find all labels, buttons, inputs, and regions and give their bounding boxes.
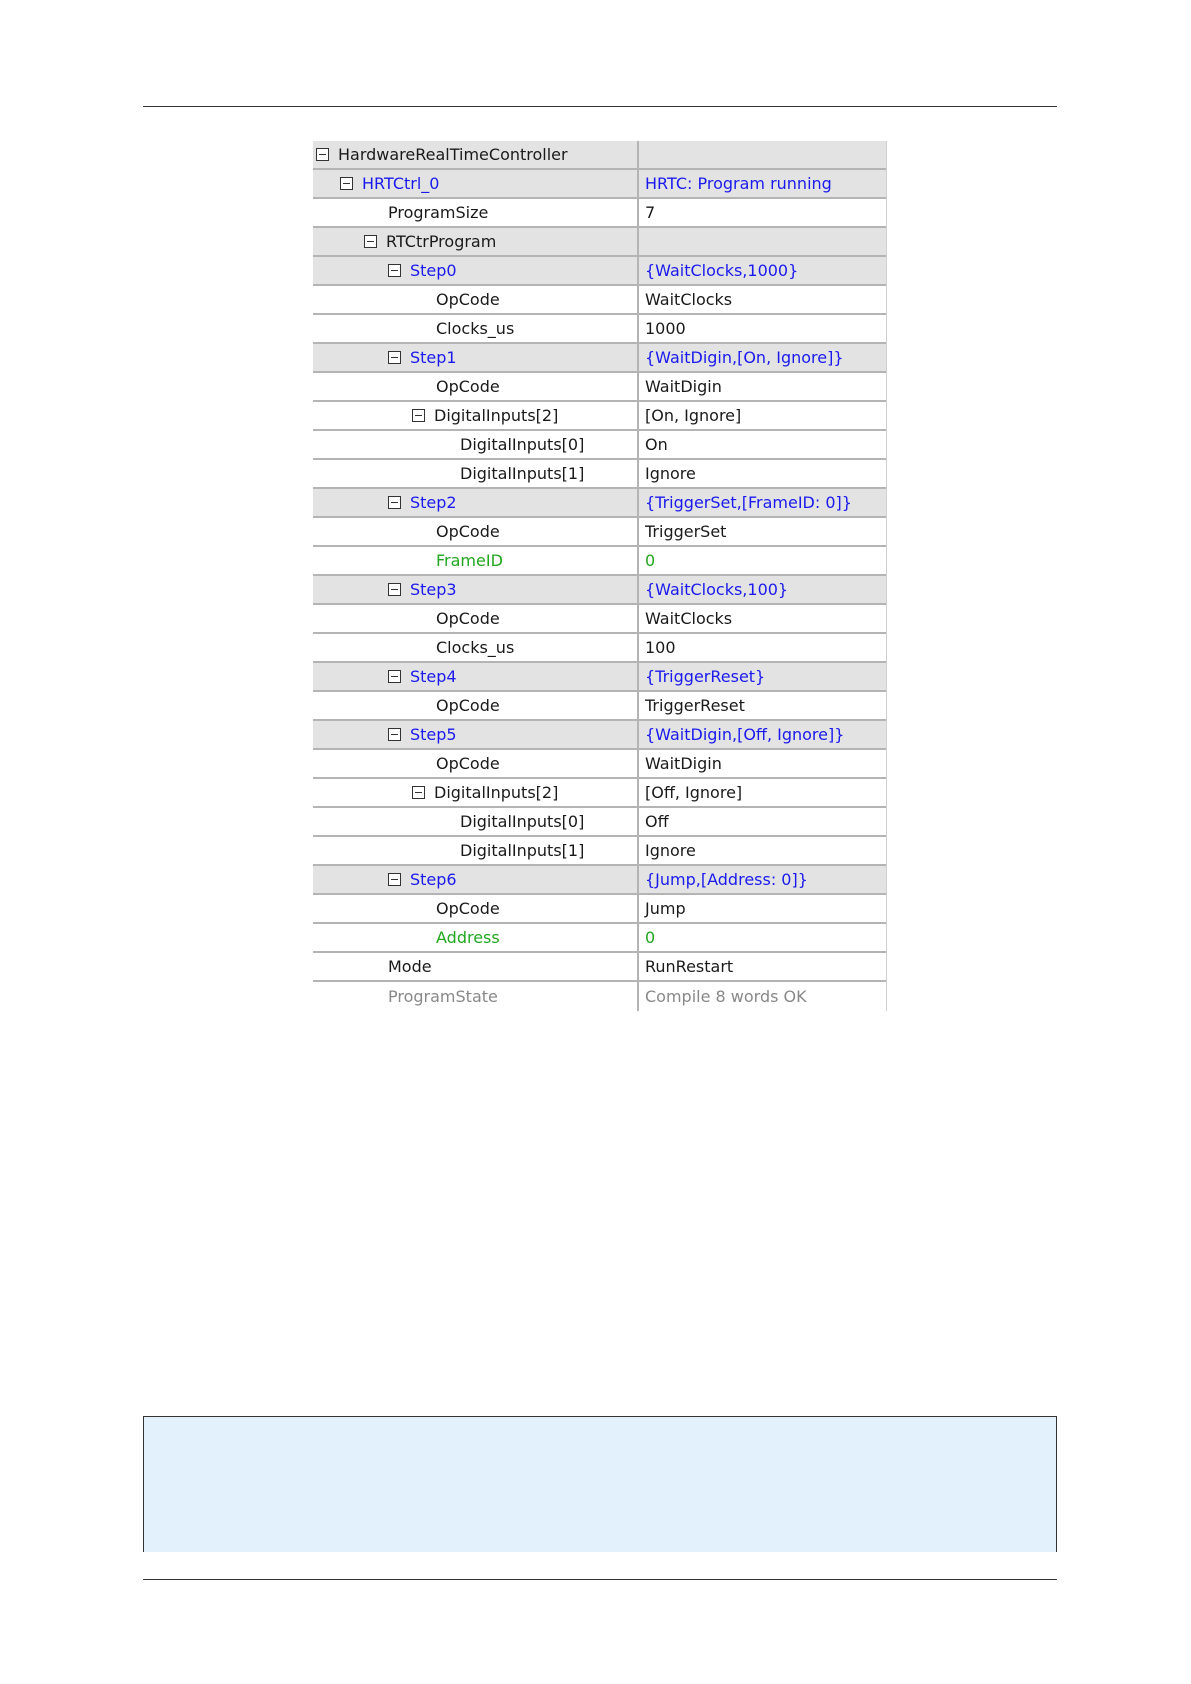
property-name: OpCode bbox=[436, 696, 500, 715]
property-value: 7 bbox=[645, 203, 656, 222]
grid-row-step5[interactable] bbox=[313, 721, 886, 750]
grid-row-rtctr-program[interactable] bbox=[313, 228, 886, 257]
property-name: Step1 bbox=[410, 348, 457, 367]
grid-row-frame-id[interactable] bbox=[313, 547, 886, 576]
property-value: 0 bbox=[645, 551, 656, 570]
collapse-icon[interactable] bbox=[412, 409, 425, 422]
collapse-icon[interactable] bbox=[340, 177, 353, 190]
grid-row-digital-inputs[interactable] bbox=[313, 402, 886, 431]
property-value: {TriggerSet,[FrameID: 0]} bbox=[645, 493, 852, 512]
footer-rule bbox=[143, 1579, 1057, 1580]
property-name: Step0 bbox=[410, 261, 457, 280]
property-value: [Off, Ignore] bbox=[645, 783, 743, 802]
grid-row-opcode[interactable] bbox=[313, 518, 886, 547]
property-value: RunRestart bbox=[645, 957, 734, 976]
property-name: FrameID bbox=[436, 551, 503, 570]
grid-row-opcode[interactable] bbox=[313, 605, 886, 634]
property-value: 0 bbox=[645, 928, 656, 947]
grid-row-opcode[interactable] bbox=[313, 373, 886, 402]
grid-row-step1[interactable] bbox=[313, 344, 886, 373]
property-name: DigitalInputs[0] bbox=[460, 435, 585, 454]
grid-row-clocks-us[interactable] bbox=[313, 634, 886, 663]
grid-row-program-size[interactable] bbox=[313, 199, 886, 228]
collapse-icon[interactable] bbox=[412, 786, 425, 799]
property-value: {TriggerReset} bbox=[645, 667, 766, 686]
property-value: {WaitDigin,[Off, Ignore]} bbox=[645, 725, 845, 744]
property-name: OpCode bbox=[436, 754, 500, 773]
property-value: TriggerSet bbox=[645, 522, 727, 541]
grid-row-opcode[interactable] bbox=[313, 750, 886, 779]
property-grid bbox=[313, 141, 887, 1011]
grid-row-opcode[interactable] bbox=[313, 692, 886, 721]
property-name: ProgramState bbox=[388, 987, 498, 1006]
property-name: HardwareRealTimeController bbox=[338, 145, 568, 164]
property-name: Clocks_us bbox=[436, 638, 515, 657]
property-value: {WaitClocks,100} bbox=[645, 580, 789, 599]
property-name: HRTCtrl_0 bbox=[362, 174, 440, 193]
property-name: Step2 bbox=[410, 493, 457, 512]
grid-row-step6[interactable] bbox=[313, 866, 886, 895]
property-name: OpCode bbox=[436, 609, 500, 628]
grid-row-hardware-realtime-controller[interactable] bbox=[313, 141, 886, 170]
grid-row-address[interactable] bbox=[313, 924, 886, 953]
property-value: {WaitDigin,[On, Ignore]} bbox=[645, 348, 844, 367]
property-name: ProgramSize bbox=[388, 203, 489, 222]
property-value: WaitClocks bbox=[645, 609, 733, 628]
property-name: DigitalInputs[0] bbox=[460, 812, 585, 831]
property-name: OpCode bbox=[436, 377, 500, 396]
grid-row-program-state[interactable] bbox=[313, 982, 886, 1011]
grid-row-opcode[interactable] bbox=[313, 895, 886, 924]
property-name: Step5 bbox=[410, 725, 457, 744]
grid-row-digital-input-1[interactable] bbox=[313, 837, 886, 866]
property-value: Off bbox=[645, 812, 669, 831]
grid-row-step3[interactable] bbox=[313, 576, 886, 605]
property-value: WaitDigin bbox=[645, 377, 722, 396]
property-name: Mode bbox=[388, 957, 432, 976]
property-name: Address bbox=[436, 928, 500, 947]
property-value: {WaitClocks,1000} bbox=[645, 261, 799, 280]
collapse-icon[interactable] bbox=[388, 583, 401, 596]
grid-row-digital-input-1[interactable] bbox=[313, 460, 886, 489]
property-name: Step6 bbox=[410, 870, 457, 889]
collapse-icon[interactable] bbox=[364, 235, 377, 248]
note-box bbox=[143, 1416, 1057, 1552]
property-value: 100 bbox=[645, 638, 676, 657]
grid-row-digital-input-0[interactable] bbox=[313, 808, 886, 837]
collapse-icon[interactable] bbox=[388, 728, 401, 741]
property-name: RTCtrProgram bbox=[386, 232, 497, 251]
grid-row-step2[interactable] bbox=[313, 489, 886, 518]
property-value: TriggerReset bbox=[645, 696, 745, 715]
grid-row-clocks-us[interactable] bbox=[313, 315, 886, 344]
collapse-icon[interactable] bbox=[316, 148, 329, 161]
collapse-icon[interactable] bbox=[388, 670, 401, 683]
property-value: WaitDigin bbox=[645, 754, 722, 773]
property-value: HRTC: Program running bbox=[645, 174, 832, 193]
property-value: 1000 bbox=[645, 319, 686, 338]
grid-row-step0[interactable] bbox=[313, 257, 886, 286]
property-value: Ignore bbox=[645, 841, 696, 860]
grid-row-step4[interactable] bbox=[313, 663, 886, 692]
property-value: Jump bbox=[645, 899, 686, 918]
property-name: OpCode bbox=[436, 522, 500, 541]
grid-row-digital-inputs[interactable] bbox=[313, 779, 886, 808]
property-value: [On, Ignore] bbox=[645, 406, 742, 425]
property-name: DigitalInputs[2] bbox=[434, 406, 559, 425]
property-name: Clocks_us bbox=[436, 319, 515, 338]
property-name: DigitalInputs[1] bbox=[460, 464, 585, 483]
property-name: OpCode bbox=[436, 899, 500, 918]
property-value: WaitClocks bbox=[645, 290, 733, 309]
property-name: Step3 bbox=[410, 580, 457, 599]
property-value: Compile 8 words OK bbox=[645, 987, 807, 1006]
header-rule bbox=[143, 106, 1057, 107]
property-value: {Jump,[Address: 0]} bbox=[645, 870, 808, 889]
property-name: DigitalInputs[1] bbox=[460, 841, 585, 860]
grid-row-opcode[interactable] bbox=[313, 286, 886, 315]
grid-row-hrtctrl-0[interactable] bbox=[313, 170, 886, 199]
collapse-icon[interactable] bbox=[388, 873, 401, 886]
property-name: DigitalInputs[2] bbox=[434, 783, 559, 802]
grid-row-mode[interactable] bbox=[313, 953, 886, 982]
property-name: OpCode bbox=[436, 290, 500, 309]
property-value: On bbox=[645, 435, 668, 454]
collapse-icon[interactable] bbox=[388, 351, 401, 364]
collapse-icon[interactable] bbox=[388, 496, 401, 509]
property-value: Ignore bbox=[645, 464, 696, 483]
collapse-icon[interactable] bbox=[388, 264, 401, 277]
grid-row-digital-input-0[interactable] bbox=[313, 431, 886, 460]
property-name: Step4 bbox=[410, 667, 457, 686]
